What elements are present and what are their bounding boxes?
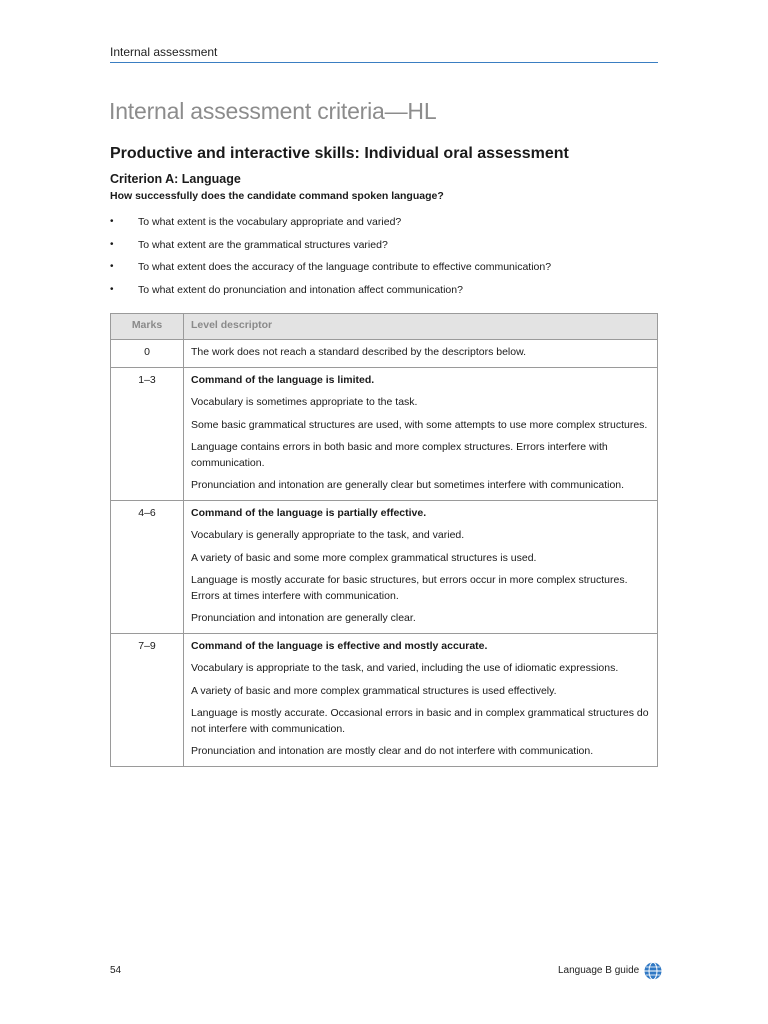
criterion-question: How successfully does the candidate command spoken language?	[110, 190, 444, 202]
bullet-text: To what extent do pronunciation and intonation affect communication?	[138, 283, 463, 296]
descriptor-line: Language is mostly accurate for basic structures, but errors occur in more complex structures. Errors at times interfere with communication.	[191, 574, 628, 602]
page-number: 54	[110, 965, 122, 976]
criterion-bullet-list	[110, 216, 658, 306]
page-title: Internal assessment criteria—HL	[109, 98, 437, 124]
descriptor-lead: Command of the language is limited.	[191, 373, 375, 386]
marks-cell: 1–3	[111, 367, 184, 500]
descriptor-lead: Command of the language is partially effective.	[191, 506, 427, 519]
descriptor-cell	[184, 340, 658, 368]
bullet-icon: •	[110, 283, 114, 295]
running-header: Internal assessment	[110, 45, 218, 59]
criterion-title: Criterion A: Language	[110, 172, 241, 186]
descriptor-column-header: Level descriptor	[184, 314, 658, 340]
table-header-row	[111, 314, 658, 340]
descriptor-cell	[184, 633, 658, 766]
bullet-item	[110, 239, 658, 262]
table-row	[111, 633, 658, 766]
bullet-icon: •	[110, 261, 114, 272]
bullet-text: To what extent does the accuracy of the language contribute to effective communication?	[138, 261, 552, 273]
bullet-item	[110, 261, 658, 284]
bullet-icon: •	[110, 238, 114, 250]
descriptor-line: Pronunciation and intonation are mostly clear and do not interfere with communication.	[191, 745, 594, 757]
descriptor-line: Pronunciation and intonation are generally clear.	[191, 612, 416, 624]
marks-cell: 7–9	[111, 633, 184, 766]
bullet-item	[110, 216, 658, 239]
descriptor-line: Language contains errors in both basic and more complex structures. Errors interfere with communication.	[191, 441, 608, 469]
descriptor-line: Vocabulary is generally appropriate to the task, and varied.	[191, 529, 465, 541]
bullet-text: To what extent are the grammatical structures varied?	[138, 238, 388, 251]
criteria-table	[110, 313, 658, 767]
descriptor-line: Language is mostly accurate. Occasional errors in basic and in complex grammatical structures do not interfere with communication.	[191, 707, 649, 735]
descriptor-line: The work does not reach a standard described by the descriptors below.	[191, 346, 527, 358]
descriptor-line: A variety of basic and more complex grammatical structures is used effectively.	[191, 684, 557, 697]
marks-cell: 4–6	[111, 500, 184, 633]
descriptor-cell	[184, 367, 658, 500]
bullet-text: To what extent is the vocabulary appropriate and varied?	[138, 216, 402, 228]
section-title: Productive and interactive skills: Individual oral assessment	[110, 145, 569, 162]
header-rule	[110, 62, 658, 63]
descriptor-line: Some basic grammatical structures are used, with some attempts to use more complex structures.	[191, 418, 648, 431]
descriptor-line: Vocabulary is sometimes appropriate to the task.	[191, 396, 418, 408]
ib-globe-logo-icon	[643, 961, 663, 981]
table-row	[111, 500, 658, 633]
marks-column-header: Marks	[111, 314, 184, 340]
descriptor-lead: Command of the language is effective and mostly accurate.	[191, 639, 488, 652]
table-row	[111, 340, 658, 368]
descriptor-line: Vocabulary is appropriate to the task, and varied, including the use of idiomatic expressions.	[191, 662, 619, 674]
marks-cell: 0	[111, 340, 184, 368]
descriptor-cell	[184, 500, 658, 633]
descriptor-line: A variety of basic and some more complex grammatical structures is used.	[191, 551, 537, 564]
bullet-icon: •	[110, 216, 114, 227]
footer-guide-title: Language B guide	[558, 965, 640, 976]
bullet-item	[110, 284, 658, 307]
descriptor-line: Pronunciation and intonation are generally clear but sometimes interfere with communication.	[191, 479, 625, 491]
table-row	[111, 367, 658, 500]
